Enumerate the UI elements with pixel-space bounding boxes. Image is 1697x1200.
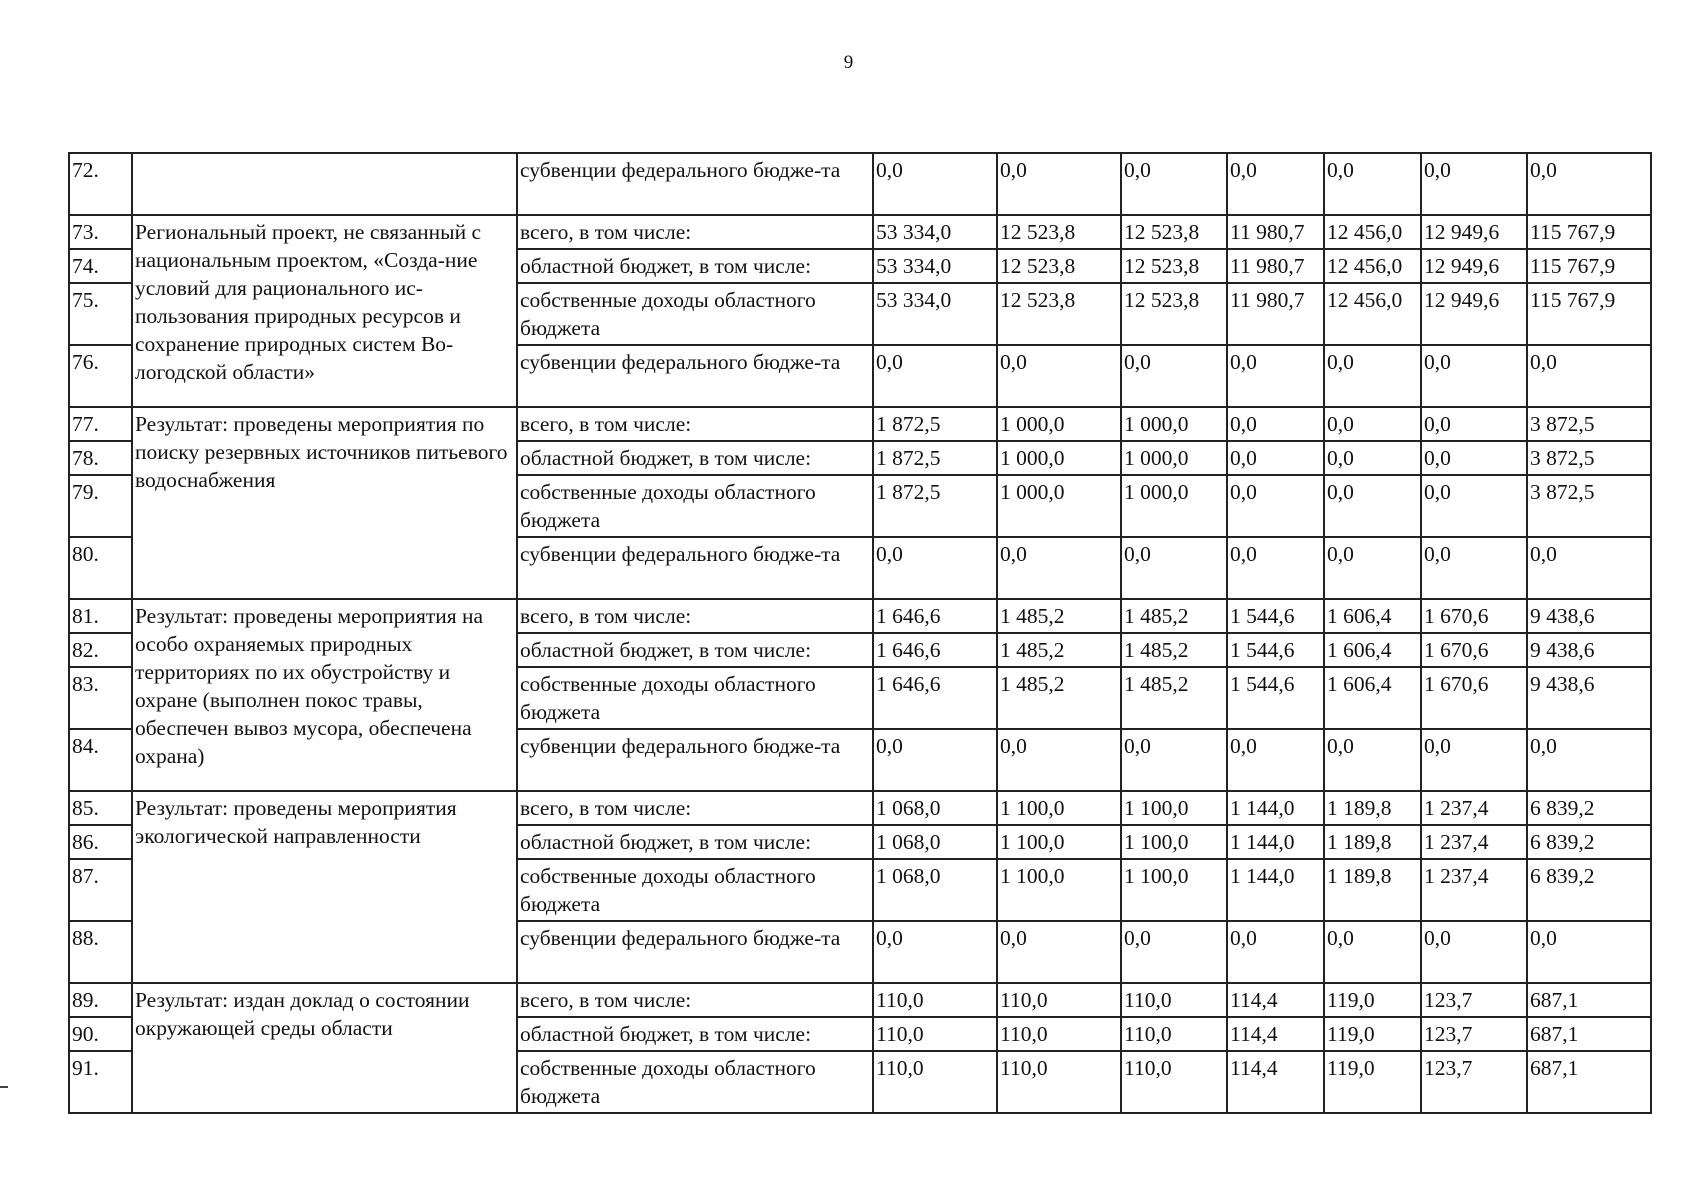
- value-cell: 53 334,0: [873, 215, 997, 249]
- value-cell: 53 334,0: [873, 283, 997, 345]
- value-cell: 12 949,6: [1421, 249, 1527, 283]
- row-number: 86.: [69, 825, 132, 859]
- value-cell: 12 523,8: [1121, 215, 1227, 249]
- funding-source-cell: собственные доходы областного бюджета: [517, 667, 873, 729]
- funding-source-cell: областной бюджет, в том числе:: [517, 249, 873, 283]
- value-cell: 114,4: [1227, 983, 1324, 1017]
- value-cell: 0,0: [1324, 345, 1421, 407]
- value-cell: 0,0: [1421, 729, 1527, 791]
- value-cell: 0,0: [1421, 475, 1527, 537]
- value-cell: 1 189,8: [1324, 791, 1421, 825]
- value-cell: 1 237,4: [1421, 791, 1527, 825]
- value-cell: 1 485,2: [1121, 599, 1227, 633]
- table-row: [69, 983, 1651, 1017]
- funding-source-cell: собственные доходы областного бюджета: [517, 475, 873, 537]
- value-cell: 6 839,2: [1527, 791, 1651, 825]
- row-number: 89.: [69, 983, 132, 1017]
- value-cell: 12 949,6: [1421, 215, 1527, 249]
- value-cell: 123,7: [1421, 983, 1527, 1017]
- row-number: 80.: [69, 537, 132, 599]
- value-cell: 1 646,6: [873, 667, 997, 729]
- value-cell: 1 000,0: [1121, 475, 1227, 537]
- project-name-cell: Результат: проведены мероприятия по поиску резервных источников питьевого водоснабжения: [132, 407, 517, 599]
- value-cell: 0,0: [997, 729, 1121, 791]
- value-cell: 110,0: [1121, 1051, 1227, 1113]
- value-cell: 1 485,2: [997, 599, 1121, 633]
- value-cell: 12 523,8: [997, 283, 1121, 345]
- row-number: 75.: [69, 283, 132, 345]
- value-cell: 0,0: [1227, 475, 1324, 537]
- value-cell: 1 100,0: [1121, 825, 1227, 859]
- value-cell: 123,7: [1421, 1051, 1527, 1113]
- value-cell: 110,0: [873, 1017, 997, 1051]
- project-name-cell: Результат: проведены мероприятия экологической направленности: [132, 791, 517, 983]
- row-number: 72.: [69, 153, 132, 215]
- value-cell: 3 872,5: [1527, 407, 1651, 441]
- value-cell: 1 237,4: [1421, 825, 1527, 859]
- value-cell: 3 872,5: [1527, 475, 1651, 537]
- value-cell: 1 000,0: [997, 441, 1121, 475]
- value-cell: 1 068,0: [873, 859, 997, 921]
- value-cell: 0,0: [997, 345, 1121, 407]
- funding-source-cell: всего, в том числе:: [517, 599, 873, 633]
- funding-source-cell: всего, в том числе:: [517, 407, 873, 441]
- value-cell: 1 606,4: [1324, 633, 1421, 667]
- funding-source-cell: собственные доходы областного бюджета: [517, 1051, 873, 1113]
- funding-source-cell: субвенции федерального бюдже-та: [517, 537, 873, 599]
- row-number: 74.: [69, 249, 132, 283]
- funding-source-cell: собственные доходы областного бюджета: [517, 859, 873, 921]
- value-cell: 11 980,7: [1227, 249, 1324, 283]
- value-cell: 1 000,0: [997, 475, 1121, 537]
- value-cell: 1 068,0: [873, 791, 997, 825]
- value-cell: 110,0: [997, 1017, 1121, 1051]
- value-cell: 1 485,2: [1121, 633, 1227, 667]
- value-cell: 1 485,2: [997, 633, 1121, 667]
- value-cell: 0,0: [873, 345, 997, 407]
- value-cell: 1 000,0: [997, 407, 1121, 441]
- value-cell: 114,4: [1227, 1017, 1324, 1051]
- funding-source-cell: областной бюджет, в том числе:: [517, 1017, 873, 1051]
- value-cell: 114,4: [1227, 1051, 1324, 1113]
- value-cell: 0,0: [1527, 537, 1651, 599]
- value-cell: 0,0: [1121, 729, 1227, 791]
- value-cell: 0,0: [997, 921, 1121, 983]
- value-cell: 0,0: [1121, 345, 1227, 407]
- row-number: 84.: [69, 729, 132, 791]
- value-cell: 1 670,6: [1421, 667, 1527, 729]
- value-cell: 1 544,6: [1227, 667, 1324, 729]
- table-row: [69, 215, 1651, 249]
- value-cell: 0,0: [1421, 537, 1527, 599]
- row-number: 76.: [69, 345, 132, 407]
- value-cell: 0,0: [1227, 729, 1324, 791]
- value-cell: 1 872,5: [873, 475, 997, 537]
- value-cell: 0,0: [1227, 407, 1324, 441]
- value-cell: 53 334,0: [873, 249, 997, 283]
- table-row: [69, 407, 1651, 441]
- value-cell: 1 189,8: [1324, 859, 1421, 921]
- value-cell: 1 606,4: [1324, 599, 1421, 633]
- value-cell: 0,0: [1227, 153, 1324, 215]
- row-number: 79.: [69, 475, 132, 537]
- value-cell: 110,0: [873, 1051, 997, 1113]
- value-cell: 11 980,7: [1227, 215, 1324, 249]
- value-cell: 115 767,9: [1527, 249, 1651, 283]
- value-cell: 0,0: [1527, 729, 1651, 791]
- value-cell: 6 839,2: [1527, 859, 1651, 921]
- value-cell: 0,0: [1421, 345, 1527, 407]
- value-cell: 110,0: [1121, 1017, 1227, 1051]
- value-cell: 1 646,6: [873, 633, 997, 667]
- value-cell: 687,1: [1527, 1051, 1651, 1113]
- value-cell: 687,1: [1527, 983, 1651, 1017]
- value-cell: 0,0: [1121, 537, 1227, 599]
- value-cell: 0,0: [873, 921, 997, 983]
- row-number: 88.: [69, 921, 132, 983]
- project-name-cell: Результат: издан доклад о состоянии окружающей среды области: [132, 983, 517, 1113]
- value-cell: 0,0: [1421, 921, 1527, 983]
- value-cell: 110,0: [997, 983, 1121, 1017]
- value-cell: 11 980,7: [1227, 283, 1324, 345]
- funding-source-cell: субвенции федерального бюдже-та: [517, 729, 873, 791]
- project-name-cell: [132, 153, 517, 215]
- value-cell: 1 100,0: [997, 791, 1121, 825]
- value-cell: 115 767,9: [1527, 215, 1651, 249]
- value-cell: 1 544,6: [1227, 633, 1324, 667]
- value-cell: 0,0: [1527, 921, 1651, 983]
- value-cell: 1 068,0: [873, 825, 997, 859]
- value-cell: 0,0: [1324, 921, 1421, 983]
- value-cell: 0,0: [1324, 153, 1421, 215]
- value-cell: 1 100,0: [1121, 859, 1227, 921]
- value-cell: 119,0: [1324, 1051, 1421, 1113]
- value-cell: 0,0: [997, 537, 1121, 599]
- value-cell: 123,7: [1421, 1017, 1527, 1051]
- value-cell: 0,0: [1227, 345, 1324, 407]
- value-cell: 110,0: [1121, 983, 1227, 1017]
- value-cell: 1 646,6: [873, 599, 997, 633]
- value-cell: 6 839,2: [1527, 825, 1651, 859]
- value-cell: 0,0: [1121, 921, 1227, 983]
- row-number: 85.: [69, 791, 132, 825]
- value-cell: 3 872,5: [1527, 441, 1651, 475]
- value-cell: 1 144,0: [1227, 791, 1324, 825]
- value-cell: 1 544,6: [1227, 599, 1324, 633]
- value-cell: 1 100,0: [1121, 791, 1227, 825]
- value-cell: 0,0: [1324, 475, 1421, 537]
- value-cell: 12 523,8: [997, 249, 1121, 283]
- row-number: 77.: [69, 407, 132, 441]
- value-cell: 9 438,6: [1527, 633, 1651, 667]
- value-cell: 12 523,8: [997, 215, 1121, 249]
- value-cell: 1 144,0: [1227, 859, 1324, 921]
- row-number: 91.: [69, 1051, 132, 1113]
- funding-source-cell: всего, в том числе:: [517, 215, 873, 249]
- value-cell: 12 456,0: [1324, 249, 1421, 283]
- value-cell: 1 000,0: [1121, 407, 1227, 441]
- value-cell: 12 949,6: [1421, 283, 1527, 345]
- value-cell: 110,0: [997, 1051, 1121, 1113]
- value-cell: 687,1: [1527, 1017, 1651, 1051]
- funding-source-cell: областной бюджет, в том числе:: [517, 441, 873, 475]
- value-cell: 0,0: [997, 153, 1121, 215]
- value-cell: 0,0: [1324, 729, 1421, 791]
- value-cell: 1 670,6: [1421, 599, 1527, 633]
- funding-source-cell: всего, в том числе:: [517, 983, 873, 1017]
- row-number: 83.: [69, 667, 132, 729]
- value-cell: 0,0: [873, 537, 997, 599]
- value-cell: 0,0: [1324, 537, 1421, 599]
- row-number: 78.: [69, 441, 132, 475]
- budget-table-body: [69, 153, 1651, 1113]
- value-cell: 0,0: [1421, 153, 1527, 215]
- page-number: 9: [843, 52, 854, 73]
- value-cell: 0,0: [873, 729, 997, 791]
- value-cell: 115 767,9: [1527, 283, 1651, 345]
- value-cell: 0,0: [1324, 407, 1421, 441]
- value-cell: 1 485,2: [1121, 667, 1227, 729]
- value-cell: 1 872,5: [873, 407, 997, 441]
- row-number: 90.: [69, 1017, 132, 1051]
- project-name-cell: Региональный проект, не связанный с национальным проектом, «Созда-ние условий для рационального ис-пользования природных ресурсов и сохранение природных систем Во-логодской области»: [132, 215, 517, 407]
- budget-table: [68, 152, 1652, 1114]
- value-cell: 1 144,0: [1227, 825, 1324, 859]
- value-cell: 12 456,0: [1324, 283, 1421, 345]
- value-cell: 1 100,0: [997, 825, 1121, 859]
- funding-source-cell: субвенции федерального бюдже-та: [517, 921, 873, 983]
- funding-source-cell: собственные доходы областного бюджета: [517, 283, 873, 345]
- scan-edge-mark: [0, 1086, 8, 1088]
- table-row: [69, 599, 1651, 633]
- row-number: 73.: [69, 215, 132, 249]
- value-cell: 0,0: [1527, 345, 1651, 407]
- value-cell: 119,0: [1324, 1017, 1421, 1051]
- funding-source-cell: областной бюджет, в том числе:: [517, 825, 873, 859]
- value-cell: 12 523,8: [1121, 283, 1227, 345]
- table-row: [69, 153, 1651, 215]
- value-cell: 0,0: [1421, 407, 1527, 441]
- value-cell: 12 523,8: [1121, 249, 1227, 283]
- funding-source-cell: областной бюджет, в том числе:: [517, 633, 873, 667]
- value-cell: 1 670,6: [1421, 633, 1527, 667]
- value-cell: 1 100,0: [997, 859, 1121, 921]
- value-cell: 1 872,5: [873, 441, 997, 475]
- value-cell: 0,0: [1421, 441, 1527, 475]
- value-cell: 0,0: [873, 153, 997, 215]
- value-cell: 9 438,6: [1527, 599, 1651, 633]
- value-cell: 1 189,8: [1324, 825, 1421, 859]
- value-cell: 1 237,4: [1421, 859, 1527, 921]
- value-cell: 1 000,0: [1121, 441, 1227, 475]
- value-cell: 0,0: [1227, 921, 1324, 983]
- value-cell: 0,0: [1227, 441, 1324, 475]
- value-cell: 119,0: [1324, 983, 1421, 1017]
- funding-source-cell: субвенции федерального бюдже-та: [517, 345, 873, 407]
- table-row: [69, 791, 1651, 825]
- project-name-cell: Результат: проведены мероприятия на особо охраняемых природных территориях по их обустройству и охране (выполнен покос травы, обеспечен вывоз мусора, обеспечена охрана): [132, 599, 517, 791]
- value-cell: 12 456,0: [1324, 215, 1421, 249]
- row-number: 81.: [69, 599, 132, 633]
- value-cell: 110,0: [873, 983, 997, 1017]
- row-number: 87.: [69, 859, 132, 921]
- value-cell: 0,0: [1324, 441, 1421, 475]
- value-cell: 1 606,4: [1324, 667, 1421, 729]
- value-cell: 1 485,2: [997, 667, 1121, 729]
- value-cell: 0,0: [1227, 537, 1324, 599]
- funding-source-cell: субвенции федерального бюдже-та: [517, 153, 873, 215]
- value-cell: 9 438,6: [1527, 667, 1651, 729]
- value-cell: 0,0: [1121, 153, 1227, 215]
- funding-source-cell: всего, в том числе:: [517, 791, 873, 825]
- row-number: 82.: [69, 633, 132, 667]
- value-cell: 0,0: [1527, 153, 1651, 215]
